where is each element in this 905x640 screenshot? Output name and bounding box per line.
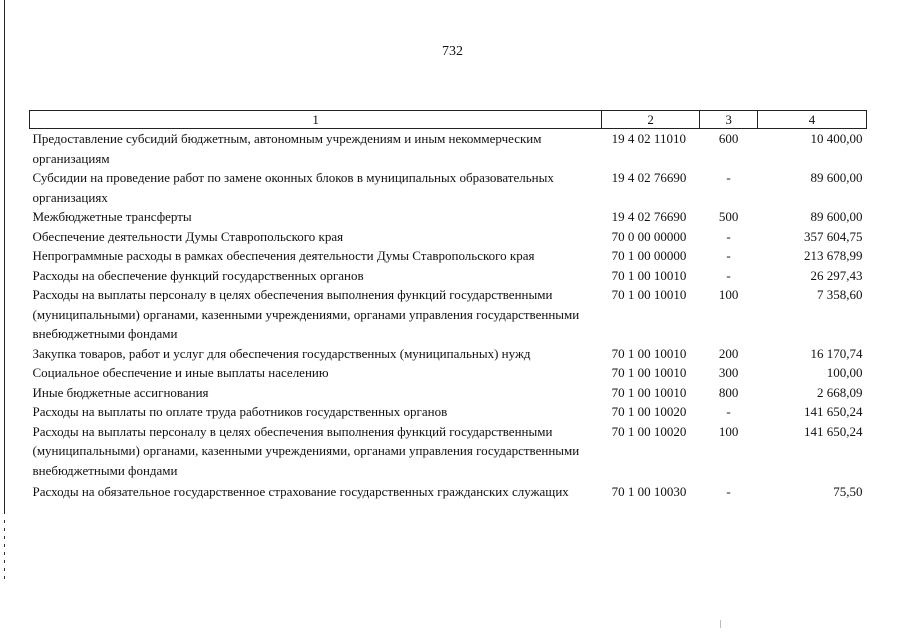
page-edge-dashes [4, 520, 5, 580]
row-expense-type: 800 [718, 384, 739, 400]
row-expense-type: 300 [718, 365, 739, 380]
row-amount: 2 668,09 [817, 384, 863, 400]
table-row [30, 227, 867, 247]
row-code: 70 1 00 10010 [611, 345, 687, 361]
row-expense-type: - [726, 228, 731, 244]
table-row [30, 383, 867, 403]
row-code: 70 1 00 10020 [611, 404, 687, 419]
header-col-3: 3 [700, 111, 758, 129]
row-name: Иные бюджетные ассигнования [32, 384, 209, 400]
header-col-1: 1 [30, 111, 602, 129]
table-row [30, 246, 867, 266]
row-name: Обеспечение деятельности Думы Ставропольского края [32, 228, 344, 244]
row-name: Расходы на выплаты персоналу в целях обеспечения выполнения функций государственными (муниципальными) органами, казенными учреждениями, органами управления государственными внебюджетными фондами [32, 423, 580, 478]
row-code: 70 1 00 10010 [611, 287, 687, 302]
row-amount: 100,00 [826, 365, 863, 380]
row-name: Закупка товаров, работ и услуг для обеспечения государственных (муниципальных) нужд [32, 345, 531, 361]
row-code: 70 1 00 10030 [611, 484, 687, 499]
header-col-2: 2 [602, 111, 700, 129]
row-name: Расходы на обеспечение функций государственных органов [32, 267, 364, 283]
table-row [30, 344, 867, 364]
row-expense-type: - [726, 404, 731, 419]
row-amount: 141 650,24 [804, 404, 863, 419]
row-expense-type: - [726, 267, 731, 283]
row-code: 19 4 02 11010 [611, 131, 686, 146]
row-name: Субсидии на проведение работ по замене оконных блоков в муниципальных образовательных организациях [32, 170, 554, 205]
header-col-4: 4 [758, 111, 867, 129]
table-row [30, 266, 867, 286]
row-amount: 75,50 [833, 484, 863, 499]
row-code: 70 1 00 10020 [611, 423, 687, 439]
row-expense-type: 600 [718, 131, 739, 146]
row-name: Расходы на выплаты по оплате труда работников государственных органов [32, 404, 448, 419]
table-header-row [30, 111, 867, 129]
row-name: Межбюджетные трансферты [32, 209, 192, 224]
table-row [30, 168, 867, 207]
table-row [30, 207, 867, 227]
row-amount: 7 358,60 [817, 287, 863, 302]
row-name: Предоставление субсидий бюджетным, автономным учреждениям и иным некоммерческим организациям [32, 131, 542, 166]
row-amount: 357 604,75 [804, 228, 863, 244]
row-amount: 16 170,74 [810, 345, 863, 361]
row-expense-type: - [726, 484, 731, 499]
row-code: 70 1 00 10010 [611, 267, 687, 283]
row-name: Непрограммные расходы в рамках обеспечения деятельности Думы Ставропольского края [32, 248, 535, 263]
row-code: 70 1 00 10010 [611, 365, 687, 380]
table-row [30, 129, 867, 169]
row-code: 70 0 00 00000 [611, 228, 687, 244]
row-name: Расходы на обязательное государственное страхование государственных гражданских служащих [32, 484, 569, 499]
row-amount: 141 650,24 [804, 423, 863, 439]
page-number: 732 [442, 44, 463, 59]
row-code: 19 4 02 76690 [611, 170, 687, 185]
row-amount: 10 400,00 [810, 131, 863, 146]
row-amount: 89 600,00 [810, 170, 863, 185]
row-name: Расходы на выплаты персоналу в целях обеспечения выполнения функций государственными (муниципальными) органами, казенными учреждениями, органами управления государственными внебюджетными фондами [32, 287, 580, 341]
row-amount: 89 600,00 [810, 209, 863, 224]
table-row [30, 363, 867, 383]
row-expense-type: 500 [718, 209, 739, 224]
table-row [30, 402, 867, 422]
row-expense-type: 100 [718, 423, 739, 439]
row-code: 19 4 02 76690 [611, 209, 687, 224]
row-code: 70 1 00 00000 [611, 248, 687, 263]
budget-table [29, 110, 867, 502]
row-expense-type: 100 [718, 287, 739, 302]
table-row [30, 480, 867, 502]
row-expense-type: - [726, 170, 731, 185]
table-row [30, 285, 867, 344]
table-row [30, 422, 867, 481]
row-amount: 26 297,43 [810, 267, 863, 283]
row-code: 70 1 00 10010 [611, 384, 687, 400]
row-amount: 213 678,99 [804, 248, 863, 263]
scan-mark [720, 620, 721, 628]
page-edge-line [4, 0, 5, 514]
row-name: Социальное обеспечение и иные выплаты населению [32, 365, 329, 380]
row-expense-type: 200 [718, 345, 739, 361]
row-expense-type: - [726, 248, 731, 263]
